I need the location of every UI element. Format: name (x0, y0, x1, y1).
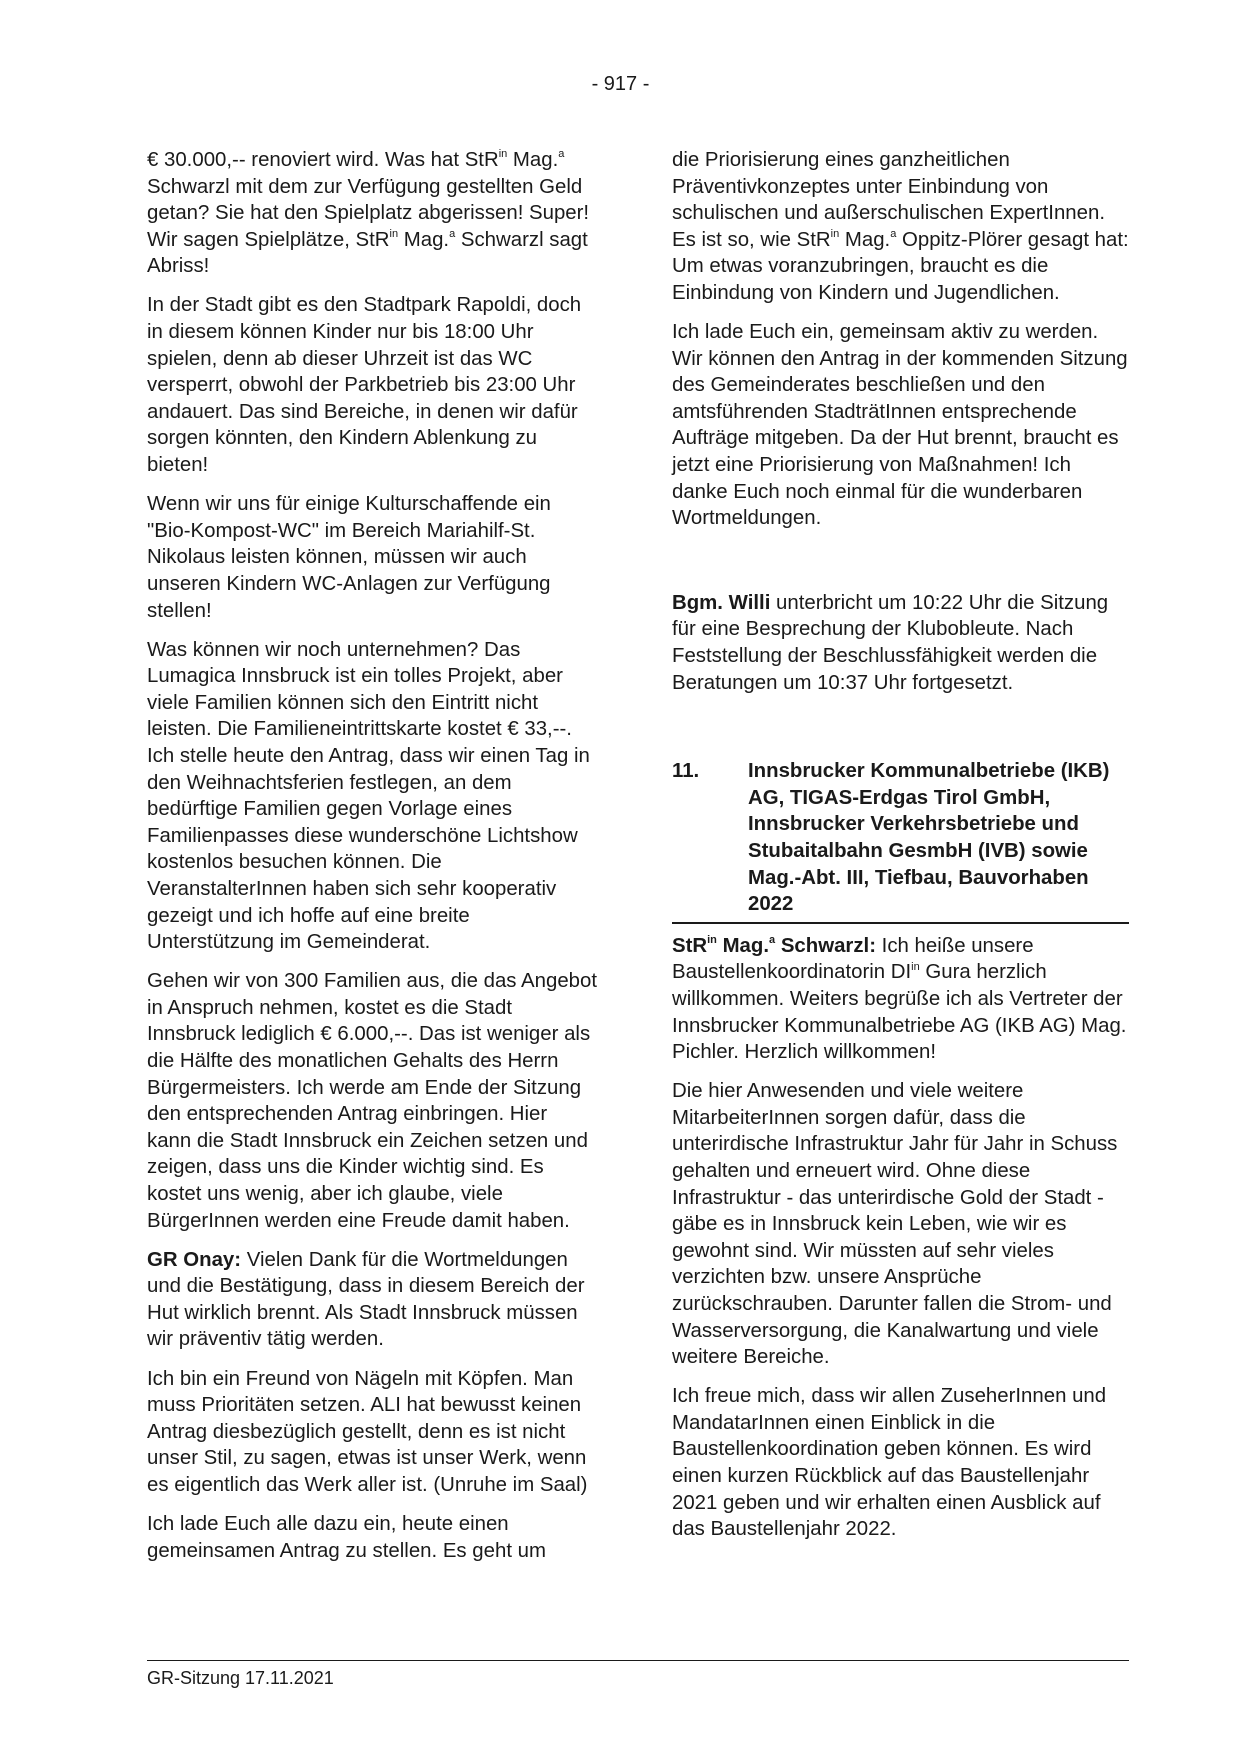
paragraph: In der Stadt gibt es den Stadtpark Rapoldi, doch in diesem können Kinder nur bis 18:00 Uhr spielen, denn ab dieser Uhrzeit ist das WC versperrt, obwohl der Parkbetrieb bis 23:00 Uhr andauert. Das sind Bereiche, in denen wir dafür sorgen könnten, den Kindern Ablenkung zu bieten! (147, 294, 582, 477)
paragraph: Wenn wir uns für einige Kulturschaffende ein "Bio-Kompost-WC" im Bereich Mariahilf-St. Nikolaus leisten können, müssen wir auch unseren Kindern WC-Anlagen zur Verfügung stellen! (147, 493, 551, 622)
footer-divider (147, 1660, 1129, 1661)
speaker-name: Bgm. Willi (672, 591, 771, 614)
paragraph: Ich freue mich, dass wir allen ZuseherInnen und MandatarInnen einen Einblick in die Baustellenkoordination geben können. Es wird einen kurzen Rückblick auf das Baustellenjahr 2021 geben und wir erhalten einen Ausblick auf das Baustellenjahr 2022. (672, 1385, 1107, 1541)
page-number: - 917 - (591, 73, 650, 95)
paragraph: Bgm. Willi unterbricht um 10:22 Uhr die Sitzung für eine Besprechung der Klubobleute. Nach Feststellung der Beschlussfähigkeit werden die Beratungen um 10:37 Uhr fortgesetzt. (672, 591, 1109, 694)
paragraph: Gehen wir von 300 Familien aus, die das Angebot in Anspruch nehmen, kostet es die Stadt Innsbruck lediglich € 6.000,--. Das ist weniger als die Hälfte des monatlichen Gehalts des Herrn Bürgermeisters. Ich werde am Ende der Sitzung den entsprechenden Antrag einbringen. Hier kann die Stadt Innsbruck ein Zeichen setzen und zeigen, dass uns die Kinder wichtig sind. Es kostet uns wenig, aber ich glaube, viele BürgerInnen werden eine Freude damit haben. (147, 970, 598, 1232)
paragraph: GR Onay: Vielen Dank für die Wortmeldungen und die Bestätigung, dass in diesem Bereich der Hut wirklich brennt. Als Stadt Innsbruck müssen wir präventiv tätig werden. (147, 1248, 585, 1351)
agenda-item-title: Innsbrucker Kommunalbetriebe (IKB) AG, TIGAS-Erdgas Tirol GmbH, Innsbrucker Verkehrsbetriebe und Stubaitalbahn GesmbH (IVB) sowie Mag.-Abt. III, Tiefbau, Bauvorhaben 2022 (748, 760, 1110, 916)
paragraph: Ich bin ein Freund von Nägeln mit Köpfen. Man muss Prioritäten setzen. ALI hat bewusst keinen Antrag diesbezüglich gestellt, denn es ist nicht unser Stil, zu sagen, etwas ist unser Werk, wenn es eigentlich das Werk aller ist. (Unruhe im Saal) (147, 1367, 588, 1496)
agenda-item-number: 11. (672, 760, 700, 783)
left-column (147, 147, 597, 1577)
speaker-name: GR Onay: (147, 1248, 242, 1271)
paragraph: Ich lade Euch ein, gemeinsam aktiv zu werden. Wir können den Antrag in der kommenden Sitzung des Gemeinderates beschließen und den amtsführenden StadträtInnen entsprechende Aufträge mitgeben. Da der Hut brennt, braucht es jetzt eine Priorisierung von Maßnahmen! Ich danke Euch noch einmal für die wunderbaren Wortmeldungen. (672, 321, 1128, 530)
paragraph: Die hier Anwesenden und viele weitere MitarbeiterInnen sorgen dafür, dass die unterirdische Infrastruktur Jahr für Jahr in Schuss gehalten und erneuert wird. Ohne diese Infrastruktur - das unterirdische Gold der Stadt - gäbe es in Innsbruck kein Leben, wie wir es gewohnt sind. Wir müssten auf sehr vieles verzichten bzw. unsere Ansprüche zurückschrauben. Darunter fallen die Strom- und Wasserversorgung, die Kanalwartung und viele weitere Bereiche. (672, 1080, 1118, 1369)
right-column (672, 147, 1129, 1555)
paragraph: Was können wir noch unternehmen? Das Lumagica Innsbruck ist ein tolles Projekt, aber viele Familien können sich den Eintritt nicht leisten. Die Familieneintrittskarte kostet € 33,--. Ich stelle heute den Antrag, dass wir einen Tag in den Weihnachtsferien festlegen, an dem bedürftige Familien gegen Vorlage eines Familienpasses diese wunderschöne Lichtshow kostenlos besuchen können. Die VeranstalterInnen haben sich sehr kooperativ gezeigt und ich hoffe auf eine breite Unterstützung im Gemeinderat. (147, 638, 590, 954)
footer-text: GR-Sitzung 17.11.2021 (147, 1668, 334, 1688)
paragraph: die Priorisierung eines ganzheitlichen Präventivkonzeptes unter Einbindung von schulischen und außerschulischen ExpertInnen. Es ist so, wie StR$^{in}$ Mag.$^a$ Oppitz-Plörer gesagt hat: Um etwas voranzubringen, braucht es die Einbindung von Kindern und Jugendlichen. (672, 149, 1129, 304)
speaker-name: StR$^{in}$ Mag.$^a$ Schwarzl: (672, 933, 877, 957)
paragraph: € 30.000,-- renoviert wird. Was hat StR$^{in}$ Mag.$^a$ Schwarzl mit dem zur Verfügung gestellten Geld getan? Sie hat den Spielplatz abgerissen! Super! Wir sagen Spielplätze, StR$^{in}$ Mag.$^a$ Schwarzl sagt Abriss! (147, 148, 590, 278)
paragraph: Ich lade Euch alle dazu ein, heute einen gemeinsamen Antrag zu stellen. Es geht um (147, 1513, 546, 1562)
paragraph: StR$^{in}$ Mag.$^a$ Schwarzl: Ich heiße unsere Baustellenkoordinatorin $DI^{in}$ Gura herzlich willkommen. Weiters begrüße ich als Vertreter der Innsbrucker Kommunalbetriebe AG (IKB AG) Mag. Pichler. Herzlich willkommen! (672, 933, 1127, 1064)
agenda-item-heading (672, 758, 1129, 924)
